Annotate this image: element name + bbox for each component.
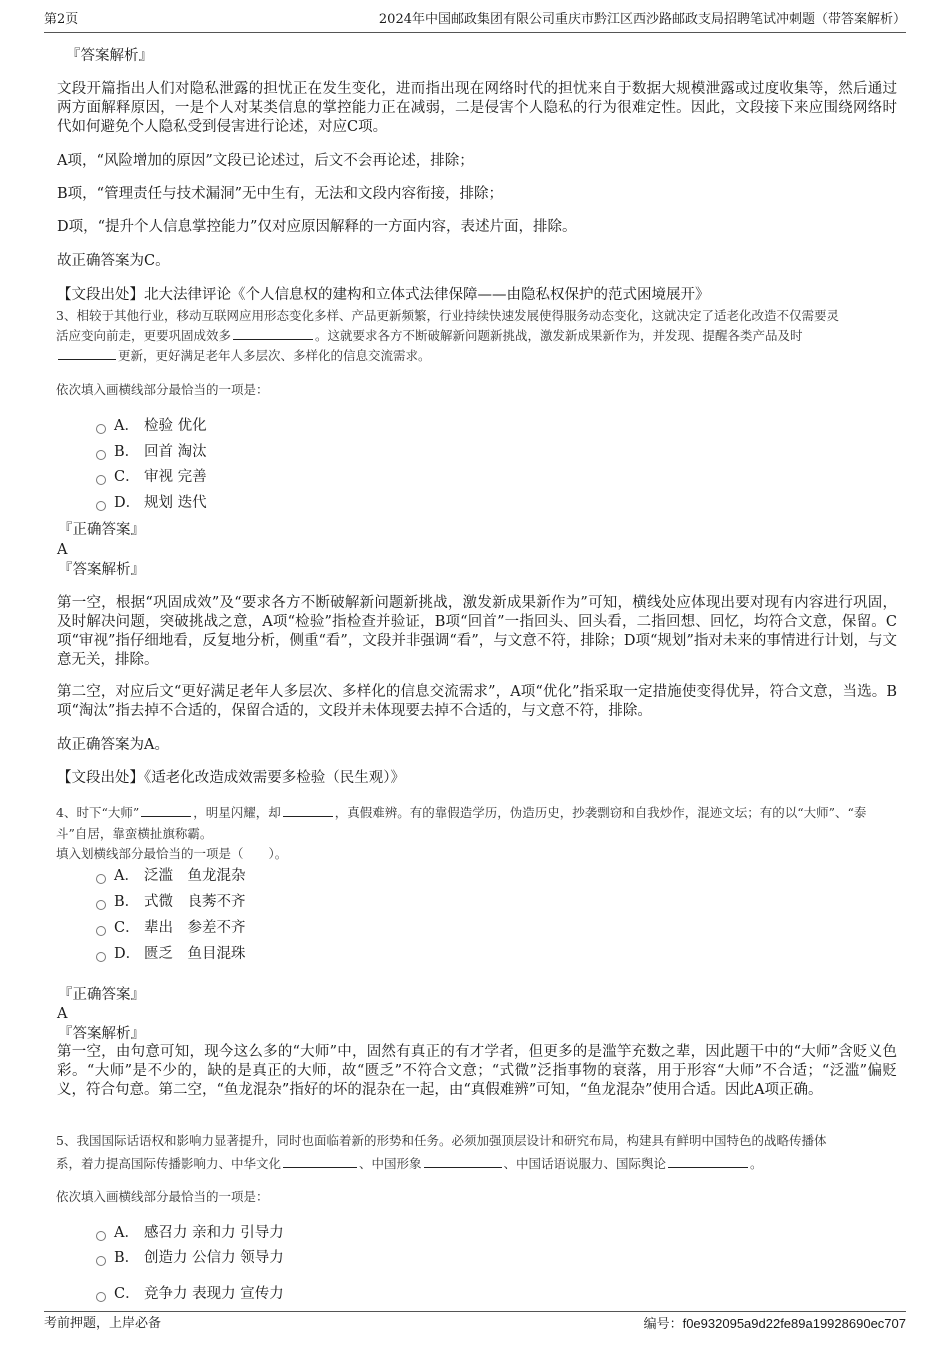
page-number: 第2页 bbox=[44, 12, 79, 27]
q2-analysis-option-b: B项，“管理责任与技术漏洞”无中生有，无法和文段内容衔接，排除； bbox=[57, 186, 503, 202]
q4-option-c[interactable]: C． 辈出 参差不齐 bbox=[96, 918, 246, 938]
q3-option-a[interactable]: A． 检验 优化 bbox=[96, 416, 207, 436]
radio-icon[interactable] bbox=[96, 900, 106, 910]
radio-icon[interactable] bbox=[96, 424, 106, 434]
radio-icon[interactable] bbox=[96, 1292, 106, 1302]
document-title: 2024年中国邮政集团有限公司重庆市黔江区西沙路邮政支局招聘笔试冲刺题（带答案解析） bbox=[378, 12, 906, 27]
q3-analysis-label: 『答案解析』 bbox=[58, 562, 145, 578]
q5-blank-1 bbox=[283, 1154, 357, 1168]
q4-analysis-label: 『答案解析』 bbox=[58, 1026, 145, 1042]
q2-analysis-paragraph: 文段开篇指出人们对隐私泄露的担忧正在发生变化，进而指出现在网络时代的担忧来自于数据大规模泄露或过度收集等，然后通过两方面解释原因，一是个人对某类信息的掌控能力正在减弱，二是侵害个人隐私的行为很难定性。因此，文段接下来应围绕网络时代如何避免个人隐私受到侵害进行论述，对应C项。 bbox=[57, 81, 897, 135]
q2-analysis-option-d: D项，“提升个人信息掌控能力”仅对应原因解释的一方面内容，表述片面，排除。 bbox=[57, 219, 577, 235]
radio-icon[interactable] bbox=[96, 1231, 106, 1241]
q3-stem-line3: 更新，更好满足老年人多层次、多样化的信息交流需求。 bbox=[56, 346, 896, 366]
q5-prompt: 依次填入画横线部分最恰当的一项是： bbox=[56, 1189, 269, 1204]
radio-icon[interactable] bbox=[96, 874, 106, 884]
q4-prompt: 填入划横线部分最恰当的一项是（ ）。 bbox=[56, 846, 288, 861]
q4-answer: A bbox=[57, 1006, 68, 1022]
q3-blank-1 bbox=[233, 326, 313, 340]
q3-analysis-paragraph-2: 第二空，对应后文“更好满足老年人多层次、多样化的信息交流需求”，A项“优化”指采取一定措施使变得优异，符合文意，当选。B项“淘汰”指去掉不合适的，保留合适的，文段并未体现要去掉不合适的，与文意不符，排除。 bbox=[57, 684, 897, 719]
q3-prompt: 依次填入画横线部分最恰当的一项是： bbox=[56, 382, 269, 397]
q3-option-d[interactable]: D． 规划 迭代 bbox=[96, 493, 207, 513]
q2-source: 【文段出处】北大法律评论《个人信息权的建构和立体式法律保障——由隐私权保护的范式困境展开》 bbox=[57, 287, 710, 303]
page-footer bbox=[44, 1311, 906, 1334]
radio-icon[interactable] bbox=[96, 501, 106, 511]
q4-blank-1 bbox=[141, 803, 191, 817]
q4-stem-line2: 斗”自居，靠蛮横扯旗称霸。 bbox=[56, 826, 213, 841]
q2-analysis-label: 『答案解析』 bbox=[66, 48, 153, 64]
q5-blank-3 bbox=[668, 1154, 748, 1168]
q4-option-a[interactable]: A． 泛滥 鱼龙混杂 bbox=[96, 866, 246, 886]
q5-blank-2 bbox=[424, 1154, 502, 1168]
q3-blank-2 bbox=[58, 346, 116, 360]
q2-conclusion: 故正确答案为C。 bbox=[57, 253, 170, 269]
q3-option-c[interactable]: C． 审视 完善 bbox=[96, 467, 207, 487]
q4-blank-2 bbox=[283, 803, 333, 817]
q3-analysis-paragraph-1: 第一空，根据“巩固成效”及“要求各方不断破解新问题新挑战，激发新成果新作为”可知，横线处应体现出要对现有内容进行巩固，及时解决问题，突破挑战之意，A项“检验”指检查并验证，B项“回首”一指回头、回头看，二指回想、回忆，均符合文意，保留。C项“审视”指仔细地看，反复地分析，侧重“看”，文段并非强调“看”，与文意不符，排除；D项“规划”指对未来的事情进行计划，与文意无关，排除。 bbox=[57, 595, 897, 668]
q4-stem-line1: 4、时下“大师” ，明星闪耀，却 ，真假难辨。有的靠假造学历，伪造历史，抄袭剽窃和自我炒作，混迹文坛；有的以“大师”、“泰 bbox=[56, 805, 867, 820]
q2-analysis-option-a: A项，“风险增加的原因”文段已论述过，后文不会再论述，排除； bbox=[57, 153, 474, 169]
q3-option-b[interactable]: B． 回首 淘汰 bbox=[96, 442, 207, 462]
page-header bbox=[44, 10, 906, 33]
q5-option-a[interactable]: A． 感召力 亲和力 引导力 bbox=[96, 1223, 284, 1243]
q3-answer: A bbox=[57, 542, 68, 558]
radio-icon[interactable] bbox=[96, 952, 106, 962]
document-code: 编号：f0e932095a9d22fe89a19928690ec707 bbox=[643, 1316, 906, 1331]
q3-stem-line2: 活应变向前走，更要巩固成效多 。这就要求各方不断破解新问题新挑战，激发新成果新作为，并发现、提醒各类产品及时 bbox=[56, 328, 803, 343]
footer-slogan: 考前押题，上岸必备 bbox=[44, 1316, 162, 1331]
radio-icon[interactable] bbox=[96, 450, 106, 460]
q3-source: 【文段出处】《适老化改造成效需要多检验（民生观）》 bbox=[57, 770, 405, 786]
q4-option-d[interactable]: D． 匮乏 鱼目混珠 bbox=[96, 944, 246, 964]
q5-option-c[interactable]: C． 竞争力 表现力 宣传力 bbox=[96, 1284, 284, 1304]
q5-stem-line1: 5、我国国际话语权和影响力显著提升，同时也面临着新的形势和任务。必须加强顶层设计和研究布局，构建具有鲜明中国特色的战略传播体 bbox=[56, 1133, 827, 1148]
radio-icon[interactable] bbox=[96, 475, 106, 485]
radio-icon[interactable] bbox=[96, 1256, 106, 1266]
q3-conclusion: 故正确答案为A。 bbox=[57, 737, 169, 753]
q3-stem-line1: 3、相较于其他行业，移动互联网应用形态变化多样、产品更新频繁，行业持续快速发展使得服务动态变化，这就决定了适老化改造不仅需要灵 bbox=[56, 308, 839, 323]
q5-option-b[interactable]: B． 创造力 公信力 领导力 bbox=[96, 1248, 284, 1268]
q4-option-b[interactable]: B． 式微 良莠不齐 bbox=[96, 892, 246, 912]
q3-answer-label: 『正确答案』 bbox=[58, 522, 145, 538]
radio-icon[interactable] bbox=[96, 926, 106, 936]
q5-stem-line2: 系，着力提高国际传播影响力、中华文化 、中国形象 、中国话语说服力、国际舆论 。 bbox=[56, 1156, 763, 1171]
q4-answer-label: 『正确答案』 bbox=[58, 987, 145, 1003]
q4-analysis-paragraph: 第一空，由句意可知，现今这么多的“大师”中，固然有真正的有才学者，但更多的是滥竽充数之辈，因此题干中的“大师”含贬义色彩。“大师”是不少的，缺的是真正的大师，故“匮乏”不符合文意；“式微”泛指事物的衰落，用于形容“大师”不合适；“泛滥”偏贬义，符合句意。第二空，“鱼龙混杂”指好的坏的混杂在一起，由“真假难辨”可知，“鱼龙混杂”使用合适。因此A项正确。 bbox=[57, 1044, 897, 1098]
